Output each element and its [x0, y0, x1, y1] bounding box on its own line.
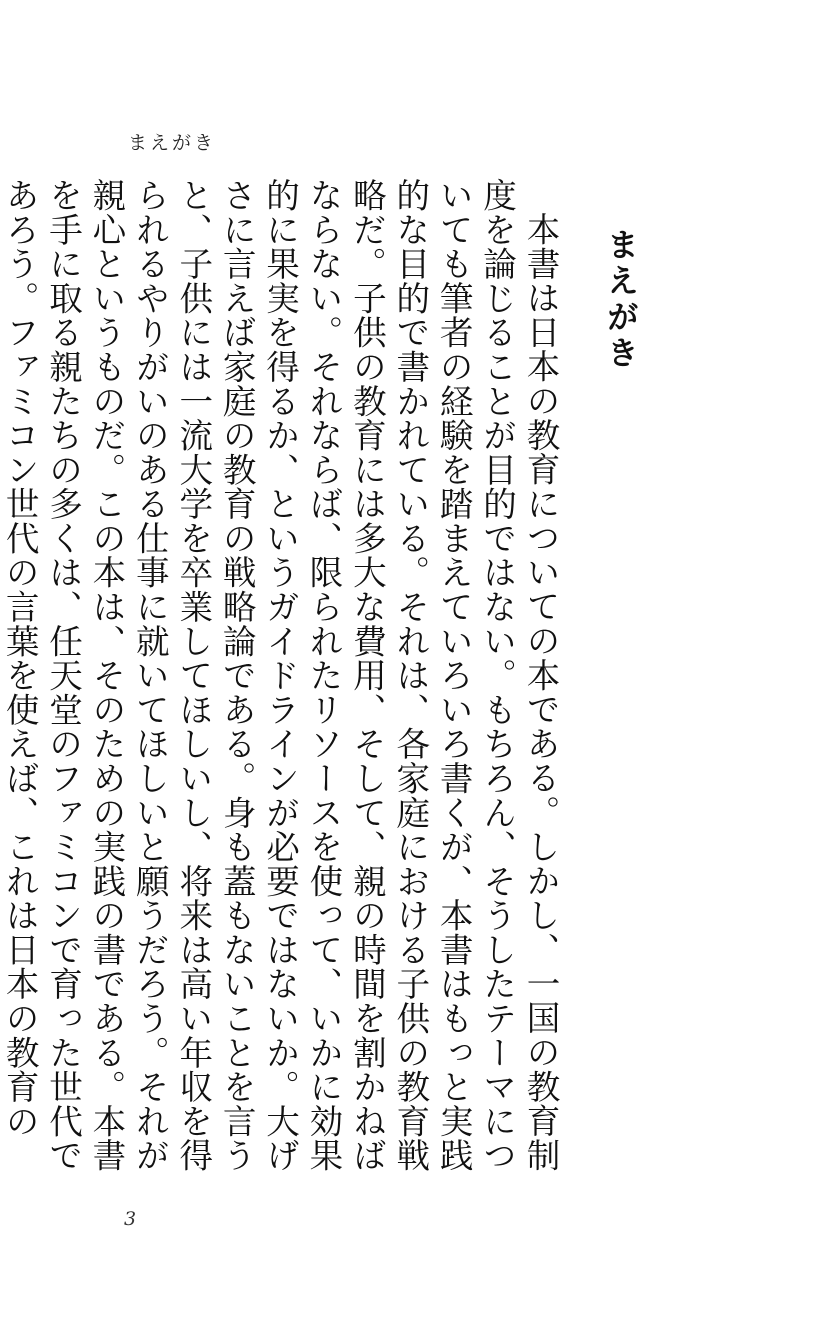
body-text [0, 178, 562, 1198]
running-head: まえがき [128, 132, 217, 154]
chapter-title: まえがき [602, 228, 640, 372]
page-number: 3 [124, 1208, 137, 1230]
paragraph: 本書は日本の教育についての本である。しかし、一国の教育制度を論じることが目的ではない。もちろん、そうしたテーマについても筆者の経験を踏まえていろいろ書くが、本書はもっと実践的な目的で書かれている。それは、各家庭における子供の教育戦略だ。子供の教育には多大な費用、そして、親の時間を割かねばならない。それならば、限られたリソースを使って、いかに効果的に果実を得るか、というガイドラインが必要ではないか。大げさに言えば家庭の教育の戦略論である。身も蓋もないことを言うと、子供には一流大学を卒業してほしいし、将来は高い年収を得られるやりがいのある仕事に就いてほしいと願うだろう。それが親心というものだ。この本は、そのための実践の書である。本書を手に取る親たちの多くは、任天堂のファミコンで育った世代であろう。ファミコン世代の言葉を使えば、これは日本の教育の [0, 178, 560, 1173]
